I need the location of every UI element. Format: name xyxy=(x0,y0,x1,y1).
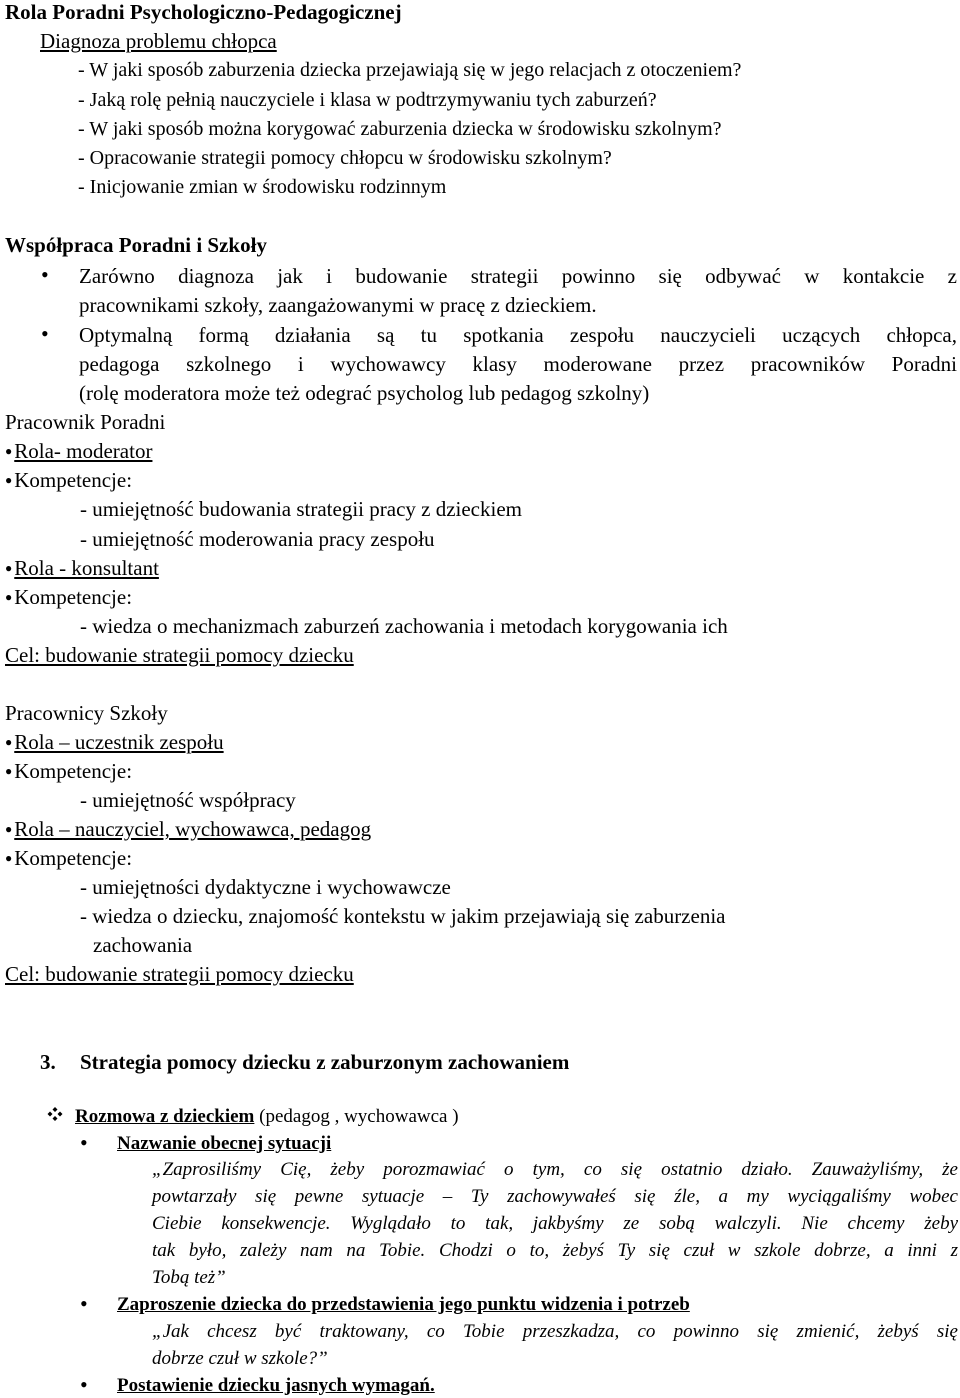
bullet-dot-icon: ● xyxy=(5,473,13,487)
quote-line: „Zaprosiliśmy Cię, żeby porozmawiać o tym, co się ostatnio działo. Zauważyliśmy, że xyxy=(152,1159,958,1180)
goal-line: Cel: budowanie strategii pomocy dziecku xyxy=(5,643,354,667)
step-title: Nazwanie obecnej sytuacji xyxy=(117,1133,332,1154)
list-item: - umiejętność budowania strategii pracy z dzieckiem xyxy=(80,497,522,521)
quote-line: dobrze czuł w szkole?” xyxy=(152,1348,328,1369)
step-title: Zaproszenie dziecka do przedstawienia jego punktu widzenia i potrzeb xyxy=(117,1294,690,1315)
quote-line: powtarzały się pewne sytuacje – Ty zachowywałeś się źle, a my wyciągaliśmy wobec xyxy=(152,1186,958,1207)
bullet-dot-icon: ● xyxy=(5,735,13,749)
bullet-dot-icon: ● xyxy=(5,851,13,865)
list-item: - Opracowanie strategii pomocy chłopcu w środowisku szkolnym? xyxy=(78,147,612,169)
step-title: Postawienie dziecku jasnych wymagań. xyxy=(117,1375,435,1396)
list-item: - umiejętności dydaktyczne i wychowawcze xyxy=(80,875,451,899)
bullet-dot-icon: • xyxy=(80,1372,88,1397)
quote-line: Ciebie konsekwencje. Wyglądało to tak, jakbyśmy ze sobą walczyli. Nie chcemy żeby xyxy=(152,1213,958,1234)
section-title-strategy: Strategia pomocy dziecku z zaburzonym zachowaniem xyxy=(80,1050,570,1074)
paragraph-line: (rolę moderatora może też odegrać psycholog lub pedagog szkolny) xyxy=(79,381,650,405)
competencies-label: ●Kompetencje: xyxy=(5,585,133,609)
heading-poradnia-worker: Pracownik Poradni xyxy=(5,410,166,434)
bullet-dot-icon: ● xyxy=(5,444,13,458)
paragraph-line: pedagoga szkolnego i wychowawcy klasy moderowane przez pracowników Poradni xyxy=(79,352,957,376)
competencies-label: ●Kompetencje: xyxy=(5,468,133,492)
goal-line: Cel: budowanie strategii pomocy dziecku xyxy=(5,962,354,986)
list-item: - W jaki sposób zaburzenia dziecka przejawiają się w jego relacjach z otoczeniem? xyxy=(78,59,742,81)
bullet-dot-icon: • xyxy=(41,321,49,346)
competencies-label: ●Kompetencje: xyxy=(5,759,133,783)
list-item: - Inicjowanie zmian w środowisku rodzinnym xyxy=(78,176,447,198)
bullet-dot-icon: ● xyxy=(5,822,13,836)
list-item: - wiedza o mechanizmach zaburzeń zachowania i metodach korygowania ich xyxy=(80,614,728,638)
section-title-cooperation: Współpraca Poradni i Szkoły xyxy=(5,233,267,257)
bullet-dot-icon: ● xyxy=(5,561,13,575)
list-item-continuation: zachowania xyxy=(93,933,193,957)
list-item: - Jaką rolę pełnią nauczyciele i klasa w podtrzymywaniu tych zaburzeń? xyxy=(78,89,657,111)
paragraph-line: Optymalną formą działania są tu spotkania zespołu nauczycieli uczących chłopca, xyxy=(79,323,957,347)
section-number: 3. xyxy=(40,1050,56,1074)
bullet-dot-icon: ● xyxy=(5,764,13,778)
quote-line: Tobą też” xyxy=(152,1267,226,1288)
list-item: - W jaki sposób można korygować zaburzenia dziecka w środowisku szkolnym? xyxy=(78,118,722,140)
section-title-poradnia-role: Rola Poradni Psychologiczno-Pedagogicznej xyxy=(5,0,402,24)
role-line: ●Rola- moderator xyxy=(5,439,153,463)
role-line: ●Rola - konsultant xyxy=(5,556,159,580)
bullet-dot-icon: • xyxy=(80,1130,88,1155)
paragraph-line: pracownikami szkoły, zaangażowanymi w pracę z dzieckiem. xyxy=(79,293,597,317)
list-item: - umiejętność moderowania pracy zespołu xyxy=(80,527,435,551)
quote-line: „Jak chcesz być traktowany, co Tobie przeszkadza, co powinno się zmienić, żebyś się xyxy=(152,1321,958,1342)
role-line: ●Rola – nauczyciel, wychowawca, pedagog xyxy=(5,817,372,841)
paragraph-line: Zarówno diagnoza jak i budowanie strategii powinno się odbywać w kontakcie z xyxy=(79,264,957,288)
heading-school-workers: Pracownicy Szkoły xyxy=(5,701,168,725)
quote-line: tak było, zależy nam na Tobie. Chodzi o to, żebyś Ty się czuł w szkole dobrze, a inni z xyxy=(152,1240,958,1261)
rozmowa-line: Rozmowa z dzieckiem (pedagog , wychowawca ) xyxy=(45,1106,459,1129)
bullet-dot-icon: • xyxy=(80,1291,88,1316)
competencies-label: ●Kompetencje: xyxy=(5,846,133,870)
diamond-bullet-icon xyxy=(45,1107,65,1125)
list-item: - umiejętność współpracy xyxy=(80,788,296,812)
subtitle-diagnosis: Diagnoza problemu chłopca xyxy=(40,29,277,53)
bullet-dot-icon: ● xyxy=(5,590,13,604)
list-item: - wiedza o dziecku, znajomość kontekstu w jakim przejawiają się zaburzenia xyxy=(80,904,726,928)
bullet-dot-icon: • xyxy=(41,262,49,287)
role-line: ●Rola – uczestnik zespołu xyxy=(5,730,224,754)
